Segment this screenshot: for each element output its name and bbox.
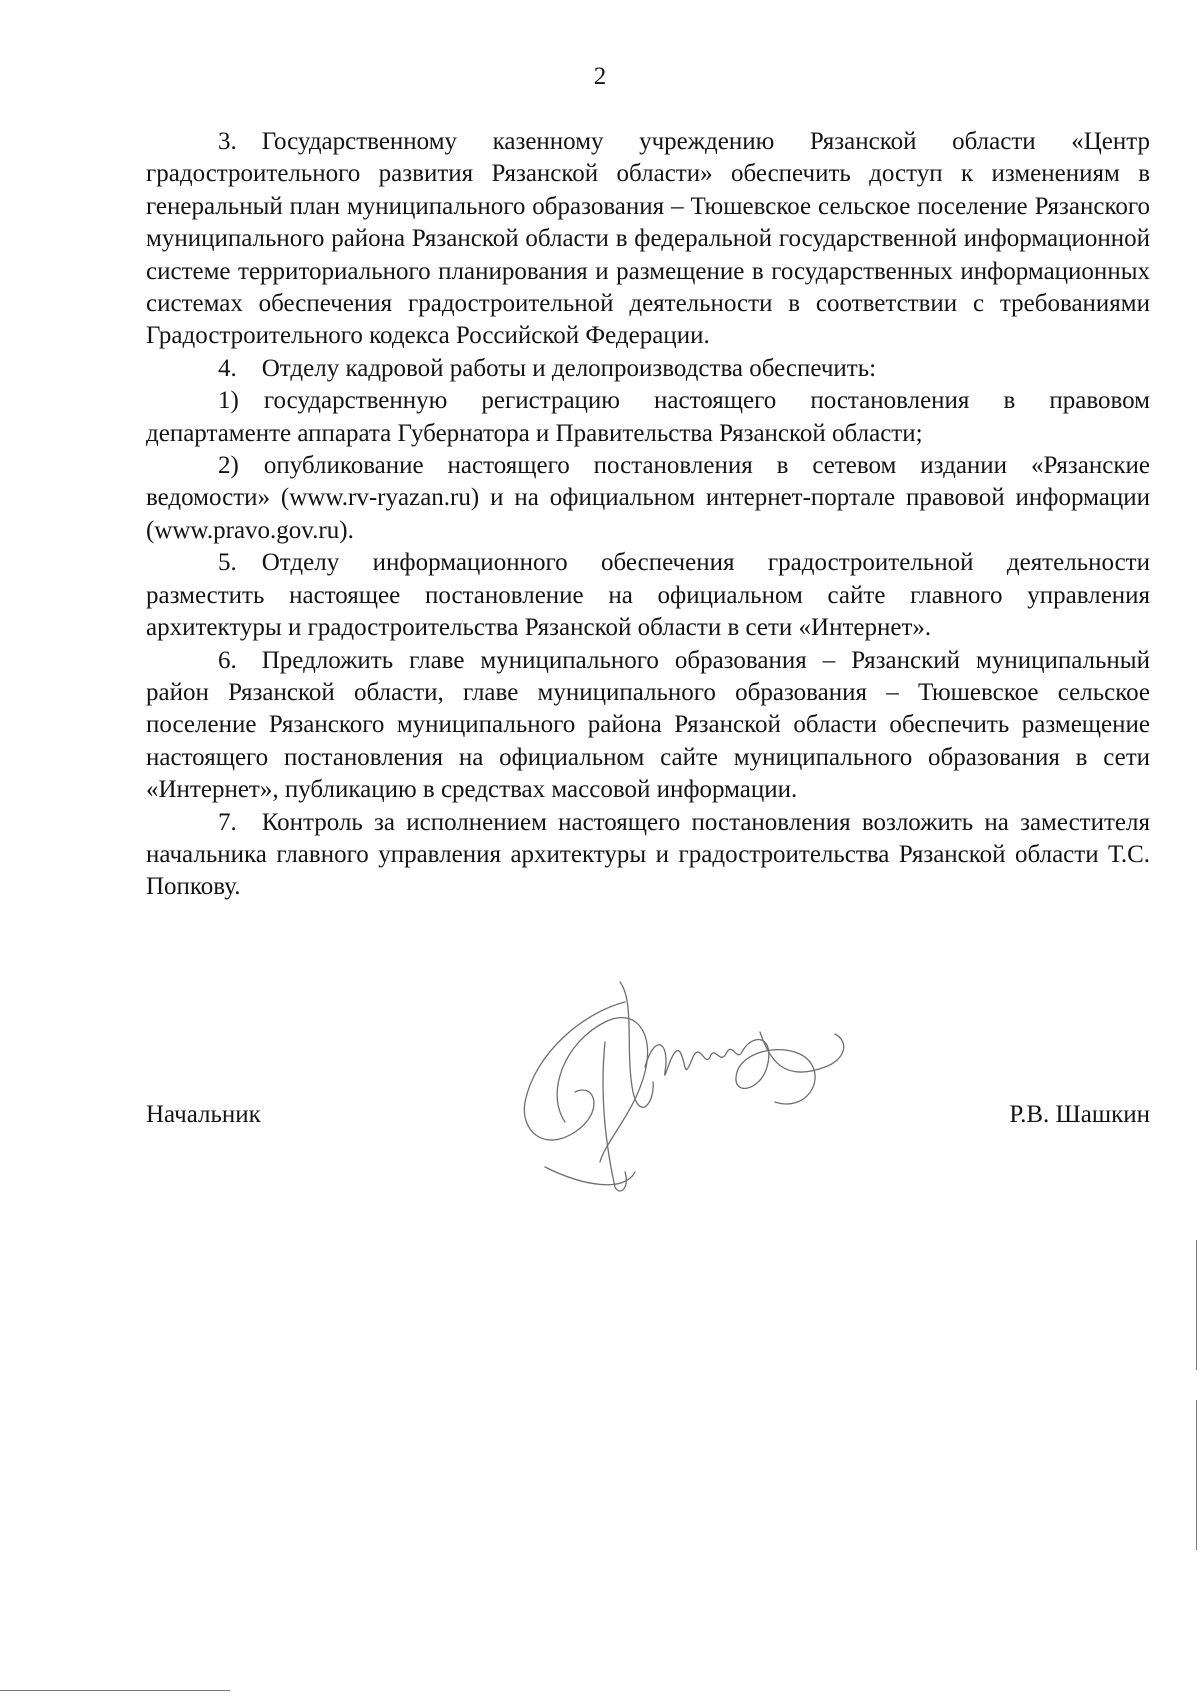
handwritten-signature-icon — [505, 972, 860, 1202]
paragraph-6: 6. Предложить главе муниципального образования – Рязанский муниципальный район Рязанской области, главе муниципального образования – Тюшевское сельское поселение Рязанского муниципального района Рязанской области обеспечить размещение настоящего постановления на официальном сайте муниципального образования в сети «Интернет», публикацию в средствах массовой информации. — [146, 646, 1150, 804]
paragraph-7: 7. Контроль за исполнением настоящего постановления возложить на заместителя начальника главного управления архитектуры и градостроительства Рязанской области Т.С. Попкову. — [146, 808, 1150, 901]
signatory-position: Начальник — [146, 1101, 261, 1128]
scan-artifact-edge — [1196, 1400, 1197, 1550]
paragraph-4-item-1: 1) государственную регистрацию настоящего постановления в правовом департаменте аппарата Губернатора и Правительства Рязанской области; — [146, 387, 1150, 447]
scan-artifact-edge — [1196, 1240, 1197, 1370]
paragraph-4: 4. Отделу кадровой работы и делопроизводства обеспечить: — [218, 354, 877, 382]
page-number: 2 — [593, 63, 607, 90]
paragraph-4-item-2: 2) опубликование настоящего постановления в сетевом издании «Рязанские ведомости» (www.rv-ryazan.ru) и на официальном интернет-портале правовой информации (www.pravo.gov.ru). — [146, 452, 1150, 544]
signatory-name: Р.В. Шашкин — [1009, 1101, 1150, 1128]
scan-artifact-line — [0, 1690, 230, 1691]
document-body — [146, 126, 1150, 904]
signature-block — [146, 1099, 1150, 1139]
paragraph-3: 3. Государственному казенному учреждению Рязанской области «Центр градостроительного развития Рязанской области» обеспечить доступ к изменениям в генеральный план муниципального образования – Тюшевское сельское поселение Рязанского муниципального района Рязанской области в федеральной государственной информационной системе территориального планирования и размещение в государственных информационных системах обеспечения градостроительной деятельности в соответствии с требованиями Градостроительного кодекса Российской Федерации. — [146, 128, 1150, 350]
paragraph-5: 5. Отделу информационного обеспечения градостроительной деятельности разместить настоящее постановление на официальном сайте главного управления архитектуры и градостроительства Рязанской области в сети «Интернет». — [146, 549, 1150, 642]
